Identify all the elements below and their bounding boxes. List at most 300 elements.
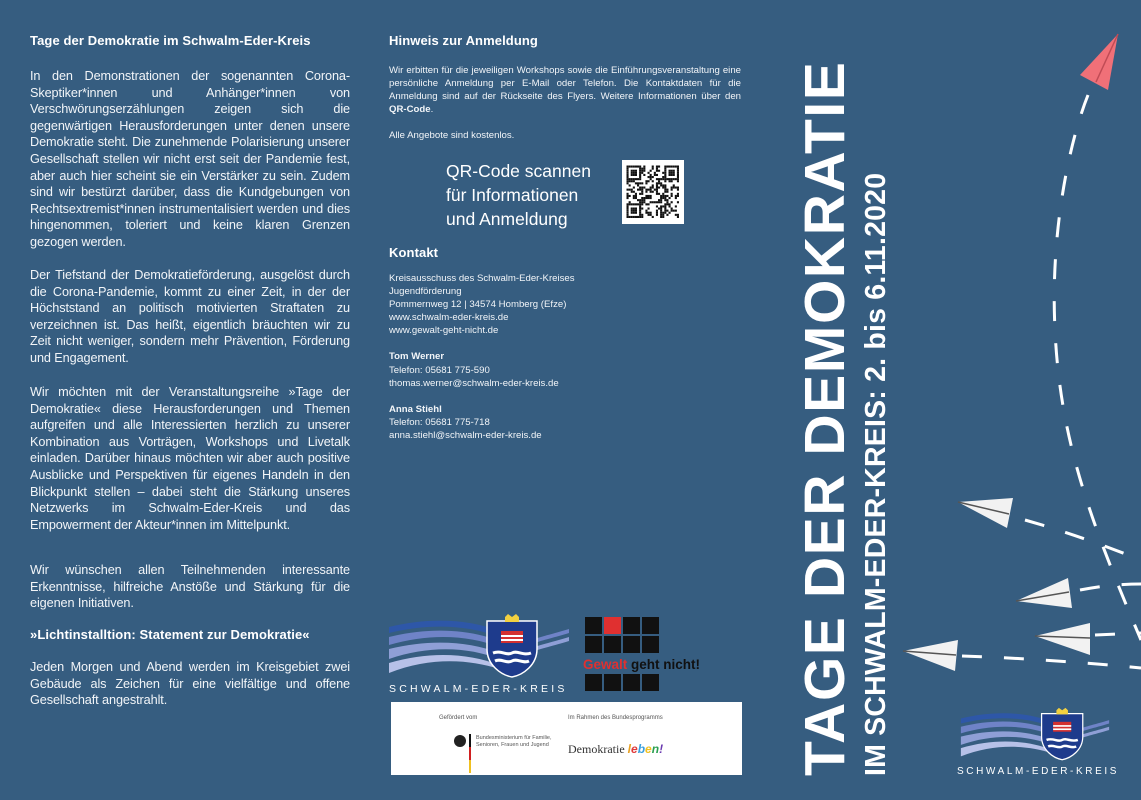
- flight-path: [1080, 584, 1141, 590]
- qr-module: [656, 212, 658, 214]
- qr-module: [662, 193, 664, 195]
- qr-module: [660, 208, 662, 210]
- qr-module: [656, 189, 658, 191]
- qr-module: [658, 187, 660, 189]
- qr-module: [633, 212, 635, 214]
- qr-module: [656, 178, 658, 180]
- qr-module: [660, 201, 662, 203]
- qr-module: [627, 195, 629, 197]
- qr-module: [631, 166, 633, 168]
- qr-module: [633, 172, 635, 174]
- qr-module: [656, 214, 658, 216]
- federal-eagle-icon: [453, 732, 473, 774]
- cover-subtitle: IM SCHWALM-EDER-KREIS: 2. bis 6.11.2020: [860, 172, 892, 776]
- qr-module: [662, 212, 664, 214]
- qr-module: [637, 203, 639, 205]
- qr-module: [633, 208, 635, 210]
- program-accent-letter: l: [627, 742, 631, 756]
- qr-module: [631, 180, 633, 182]
- qr-module: [677, 176, 679, 178]
- intro-panel: [30, 0, 350, 800]
- qr-module: [629, 195, 631, 197]
- qr-module: [627, 180, 629, 182]
- qr-module: [635, 174, 637, 176]
- qr-module: [662, 187, 664, 189]
- qr-module: [633, 191, 635, 193]
- website-link[interactable]: www.schwalm-eder-kreis.de: [389, 312, 509, 324]
- qr-module: [664, 174, 666, 176]
- qr-module: [645, 191, 647, 193]
- qr-module: [645, 189, 647, 191]
- qr-module: [627, 176, 629, 178]
- qr-module: [675, 187, 677, 189]
- qr-module: [677, 170, 679, 172]
- qr-module: [641, 193, 643, 195]
- contact-phone[interactable]: Telefon: 05681 775-590: [389, 364, 490, 376]
- free-note: Alle Angebote sind kostenlos.: [389, 130, 515, 141]
- qr-module: [637, 182, 639, 184]
- qr-module: [662, 184, 664, 186]
- qr-module: [645, 182, 647, 184]
- qr-module: [671, 170, 673, 172]
- campaign-grid-square: [585, 674, 602, 691]
- qr-module: [627, 174, 629, 176]
- qr-module: [677, 168, 679, 170]
- qr-module: [645, 212, 647, 214]
- qr-module: [629, 184, 631, 186]
- qr-module: [631, 178, 633, 180]
- qr-module: [666, 214, 668, 216]
- qr-module: [637, 189, 639, 191]
- qr-module: [648, 212, 650, 214]
- qr-module: [664, 191, 666, 193]
- program-accent-letter: e: [631, 742, 638, 756]
- contact-phone[interactable]: Telefon: 05681 775-718: [389, 416, 490, 428]
- qr-module: [639, 176, 641, 178]
- qr-module: [641, 189, 643, 191]
- qr-module: [671, 201, 673, 203]
- qr-module: [675, 166, 677, 168]
- qr-module: [658, 166, 660, 168]
- qr-module: [660, 212, 662, 214]
- qr-module: [652, 166, 654, 168]
- website-link[interactable]: www.gewalt-geht-nicht.de: [389, 325, 499, 337]
- qr-module: [666, 189, 668, 191]
- qr-module: [664, 178, 666, 180]
- qr-module: [652, 184, 654, 186]
- qr-module: [660, 184, 662, 186]
- qr-module: [648, 214, 650, 216]
- qr-module: [641, 187, 643, 189]
- campaign-text-red: Gewalt: [583, 657, 628, 672]
- contact-email[interactable]: thomas.werner@schwalm-eder-kreis.de: [389, 377, 559, 389]
- qr-callout-line: für Informationen: [446, 185, 579, 205]
- qr-module: [633, 174, 635, 176]
- qr-module: [639, 168, 641, 170]
- qr-module: [673, 172, 675, 174]
- qr-module: [650, 178, 652, 180]
- intro-paragraph: Wir möchten mit der Veranstaltungsreihe »Tage der Demokratie« diese Herausforderungen und Themen aufgreifen und alle Interessierten herzlich zu unserer Kombination aus Vorträgen, Workshops und Livetalk einladen. Darüber hinaus möchten wir aber auch positive Ausblicke und Perspektiven für eigenes Handeln in den Blickpunkt stellen – dabei steht die Stärkung unseres Netzwerks im Schwalm-Eder-Kreis und das Empowerment der Akteur*innen im Mittelpunkt.: [30, 385, 350, 532]
- campaign-grid-square: [604, 636, 621, 653]
- qr-module: [648, 180, 650, 182]
- contact-email[interactable]: anna.stiehl@schwalm-eder-kreis.de: [389, 429, 542, 441]
- info-panel: [389, 0, 744, 800]
- qr-module: [660, 199, 662, 201]
- qr-module: [635, 208, 637, 210]
- white-paper-plane-icon: [958, 498, 1013, 528]
- qr-module: [633, 170, 635, 172]
- qr-module: [656, 205, 658, 207]
- qr-module: [627, 205, 629, 207]
- qr-module: [677, 180, 679, 182]
- qr-module: [669, 178, 671, 180]
- qr-module: [671, 178, 673, 180]
- registration-text-part: Wir erbitten für die jeweiligen Workshops sowie die Einführungsveranstaltung eine persönliche Anmeldung per E-Mail oder Telefon. Die Kontaktdaten für die Anmeldung sind auf der Rückseite des Flyers. Weitere Informationen über den: [389, 65, 741, 103]
- qr-module: [673, 187, 675, 189]
- qr-module: [631, 170, 633, 172]
- qr-module: [677, 193, 679, 195]
- qr-module: [645, 195, 647, 197]
- qr-module: [671, 189, 673, 191]
- qr-module: [671, 174, 673, 176]
- white-paper-plane-icon: [903, 640, 958, 671]
- qr-module: [671, 180, 673, 182]
- qr-module: [656, 166, 658, 168]
- qr-module: [658, 208, 660, 210]
- qr-module: [660, 214, 662, 216]
- qr-module: [643, 187, 645, 189]
- qr-code[interactable]: [622, 160, 684, 224]
- qr-module: [650, 170, 652, 172]
- cover-district-logo: [955, 707, 1119, 777]
- qr-module: [645, 197, 647, 199]
- qr-module: [629, 180, 631, 182]
- qr-module: [675, 195, 677, 197]
- funded-by-label: Gefördert vom: [439, 715, 478, 721]
- qr-code-reference: QR-Code: [389, 104, 431, 116]
- qr-module: [648, 197, 650, 199]
- qr-module: [666, 195, 668, 197]
- qr-module: [666, 178, 668, 180]
- qr-module: [639, 201, 641, 203]
- light-installation-text: Jeden Morgen und Abend werden im Kreisgebiet zwei Gebäude als Zeichen für eine vielfältige und offene Gesellschaft angestrahlt.: [30, 660, 350, 708]
- qr-module: [664, 205, 666, 207]
- qr-module: [631, 212, 633, 214]
- program-accent-letter: b: [637, 742, 646, 756]
- qr-module: [641, 197, 643, 199]
- qr-module: [635, 195, 637, 197]
- qr-module: [631, 210, 633, 212]
- qr-module: [662, 216, 664, 218]
- campaign-grid-square: [642, 674, 659, 691]
- qr-module: [637, 184, 639, 186]
- contact-name: Tom Werner: [389, 351, 445, 363]
- qr-module: [677, 201, 679, 203]
- campaign-text: [583, 657, 700, 672]
- qr-module: [633, 180, 635, 182]
- qr-module: [627, 216, 629, 218]
- qr-module: [641, 199, 643, 201]
- qr-module: [662, 178, 664, 180]
- qr-module: [677, 187, 679, 189]
- campaign-grid-square: [623, 674, 640, 691]
- program-name: Demokratie: [568, 742, 625, 756]
- qr-module: [671, 187, 673, 189]
- qr-module: [629, 189, 631, 191]
- qr-module: [643, 168, 645, 170]
- qr-module: [652, 168, 654, 170]
- qr-module: [660, 197, 662, 199]
- flight-path: [962, 656, 1141, 668]
- qr-module: [664, 203, 666, 205]
- qr-module: [639, 166, 641, 168]
- qr-module: [664, 208, 666, 210]
- flight-path: [1095, 633, 1141, 635]
- qr-module: [641, 216, 643, 218]
- qr-module: [677, 216, 679, 218]
- qr-module: [639, 170, 641, 172]
- qr-module: [650, 176, 652, 178]
- qr-module: [652, 216, 654, 218]
- contact-name: Anna Stiehl: [389, 403, 442, 415]
- qr-module: [631, 216, 633, 218]
- district-label: SCHWALM-EDER-KREIS: [389, 683, 568, 695]
- qr-module: [635, 216, 637, 218]
- intro-paragraph: Wir wünschen allen Teilnehmenden interessante Erkenntnisse, hilfreiche Anstöße und Stärkung für die eigenen Initiativen.: [30, 563, 350, 611]
- qr-module: [664, 168, 666, 170]
- ministry-name: Bundesministerium für Familie, Senioren, Frauen und Jugend: [476, 735, 552, 748]
- flight-path: [1054, 95, 1141, 640]
- qr-module: [641, 208, 643, 210]
- qr-module: [658, 193, 660, 195]
- qr-module: [664, 199, 666, 201]
- qr-module: [633, 216, 635, 218]
- address-line: Pommernweg 12 | 34574 Homberg (Efze): [389, 299, 567, 311]
- qr-module: [664, 166, 666, 168]
- qr-module: [639, 205, 641, 207]
- qr-module: [671, 208, 673, 210]
- campaign-grid-square: [585, 636, 602, 653]
- qr-module: [645, 180, 647, 182]
- qr-module: [627, 197, 629, 199]
- qr-module: [675, 214, 677, 216]
- qr-module: [664, 187, 666, 189]
- qr-module: [662, 172, 664, 174]
- qr-module: [656, 168, 658, 170]
- qr-module: [635, 193, 637, 195]
- qr-module: [669, 212, 671, 214]
- qr-module: [648, 203, 650, 205]
- qr-module: [627, 166, 629, 168]
- qr-module: [648, 189, 650, 191]
- qr-module: [627, 210, 629, 212]
- org-line: Kreisausschuss des Schwalm-Eder-Kreises: [389, 273, 575, 284]
- qr-module: [643, 170, 645, 172]
- qr-module: [664, 197, 666, 199]
- qr-module: [673, 184, 675, 186]
- qr-module: [662, 195, 664, 197]
- red-paper-plane-icon: [1080, 34, 1118, 90]
- qr-module: [656, 187, 658, 189]
- qr-module: [671, 193, 673, 195]
- qr-module: [633, 187, 635, 189]
- qr-module: [639, 214, 641, 216]
- qr-module: [660, 182, 662, 184]
- qr-module: [650, 201, 652, 203]
- qr-module: [652, 191, 654, 193]
- qr-callout-line: QR-Code scannen: [446, 161, 591, 181]
- qr-code-icon: [622, 160, 684, 224]
- qr-module: [662, 214, 664, 216]
- qr-module: [664, 172, 666, 174]
- qr-module: [662, 176, 664, 178]
- qr-module: [631, 189, 633, 191]
- qr-module: [633, 195, 635, 197]
- qr-module: [635, 166, 637, 168]
- registration-heading: Hinweis zur Anmeldung: [389, 33, 538, 48]
- qr-module: [637, 166, 639, 168]
- program-logo: [568, 742, 663, 757]
- qr-module: [643, 197, 645, 199]
- qr-module: [641, 214, 643, 216]
- white-paper-plane-icon: [1016, 578, 1072, 608]
- qr-module: [673, 166, 675, 168]
- qr-module: [627, 172, 629, 174]
- qr-module: [673, 210, 675, 212]
- qr-module: [641, 191, 643, 193]
- qr-module: [643, 201, 645, 203]
- qr-module: [627, 189, 629, 191]
- qr-module: [635, 172, 637, 174]
- qr-module: [669, 197, 671, 199]
- qr-module: [656, 170, 658, 172]
- qr-module: [666, 199, 668, 201]
- qr-module: [639, 208, 641, 210]
- qr-module: [660, 205, 662, 207]
- qr-module: [639, 178, 641, 180]
- qr-module: [654, 189, 656, 191]
- qr-module: [656, 210, 658, 212]
- qr-module: [635, 178, 637, 180]
- program-accent-letter: n: [651, 742, 660, 756]
- qr-module: [677, 174, 679, 176]
- intro-paragraph: Der Tiefstand der Demokratieförderung, ausgelöst durch die Corona-Pandemie, kommt zu einer Zeit, in der der Höchststand an politisch motivierten Straftaten zu verzeichnen ist. Das heißt, eigentlich bräuchten wir zu Zeit nicht weniger, sondern mehr Prävention, Förderung und Engagement.: [30, 268, 350, 365]
- qr-module: [639, 174, 641, 176]
- campaign-grid-square: [604, 617, 621, 634]
- campaign-grid-square: [585, 617, 602, 634]
- qr-module: [639, 216, 641, 218]
- qr-module: [635, 182, 637, 184]
- qr-module: [639, 199, 641, 201]
- registration-text-end: .: [430, 104, 434, 116]
- qr-module: [662, 197, 664, 199]
- campaign-grid-square: [623, 617, 640, 634]
- qr-module: [645, 210, 647, 212]
- qr-module: [671, 166, 673, 168]
- qr-module: [627, 168, 629, 170]
- qr-module: [631, 203, 633, 205]
- qr-module: [675, 210, 677, 212]
- campaign-grid-square: [642, 636, 659, 653]
- qr-module: [648, 208, 650, 210]
- qr-module: [662, 205, 664, 207]
- qr-module: [650, 187, 652, 189]
- qr-module: [664, 184, 666, 186]
- qr-module: [656, 182, 658, 184]
- qr-module: [666, 166, 668, 168]
- district-wave-crest-icon: [955, 707, 1115, 763]
- qr-module: [664, 170, 666, 172]
- qr-module: [660, 178, 662, 180]
- qr-module: [633, 166, 635, 168]
- contact-block: [389, 272, 575, 442]
- qr-module: [639, 172, 641, 174]
- qr-module: [650, 191, 652, 193]
- campaign-grid-square: [623, 636, 640, 653]
- qr-module: [639, 203, 641, 205]
- qr-module: [631, 208, 633, 210]
- qr-module: [677, 195, 679, 197]
- paper-planes-illustration: [880, 0, 1141, 700]
- qr-callout: [446, 159, 591, 231]
- qr-module: [669, 172, 671, 174]
- qr-module: [671, 195, 673, 197]
- qr-module: [635, 170, 637, 172]
- org-line: Jugendförderung: [389, 286, 462, 298]
- qr-module: [641, 201, 643, 203]
- qr-module: [631, 174, 633, 176]
- qr-module: [650, 214, 652, 216]
- qr-module: [675, 205, 677, 207]
- qr-module: [658, 201, 660, 203]
- program-name-accent: [628, 742, 663, 756]
- qr-module: [627, 170, 629, 172]
- qr-module: [656, 201, 658, 203]
- intro-heading: Tage der Demokratie im Schwalm-Eder-Kreis: [30, 33, 311, 48]
- qr-module: [639, 193, 641, 195]
- qr-module: [669, 203, 671, 205]
- qr-module: [673, 170, 675, 172]
- qr-module: [658, 180, 660, 182]
- qr-module: [669, 170, 671, 172]
- qr-module: [635, 203, 637, 205]
- qr-module: [671, 210, 673, 212]
- qr-module: [631, 191, 633, 193]
- qr-module: [639, 187, 641, 189]
- qr-module: [652, 180, 654, 182]
- qr-module: [627, 214, 629, 216]
- program-accent-letter: !: [659, 742, 664, 756]
- qr-module: [666, 210, 668, 212]
- program-intro-label: Im Rahmen des Bundesprogramms: [568, 715, 663, 721]
- qr-module: [641, 170, 643, 172]
- qr-callout-line: und Anmeldung: [446, 209, 568, 229]
- campaign-text-black: geht nicht!: [627, 657, 701, 672]
- qr-module: [666, 203, 668, 205]
- qr-module: [664, 189, 666, 191]
- qr-module: [660, 195, 662, 197]
- qr-module: [635, 212, 637, 214]
- qr-module: [660, 216, 662, 218]
- qr-module: [648, 195, 650, 197]
- qr-module: [654, 201, 656, 203]
- qr-module: [627, 193, 629, 195]
- qr-module: [654, 172, 656, 174]
- qr-module: [631, 172, 633, 174]
- qr-module: [633, 178, 635, 180]
- qr-module: [656, 174, 658, 176]
- qr-module: [650, 212, 652, 214]
